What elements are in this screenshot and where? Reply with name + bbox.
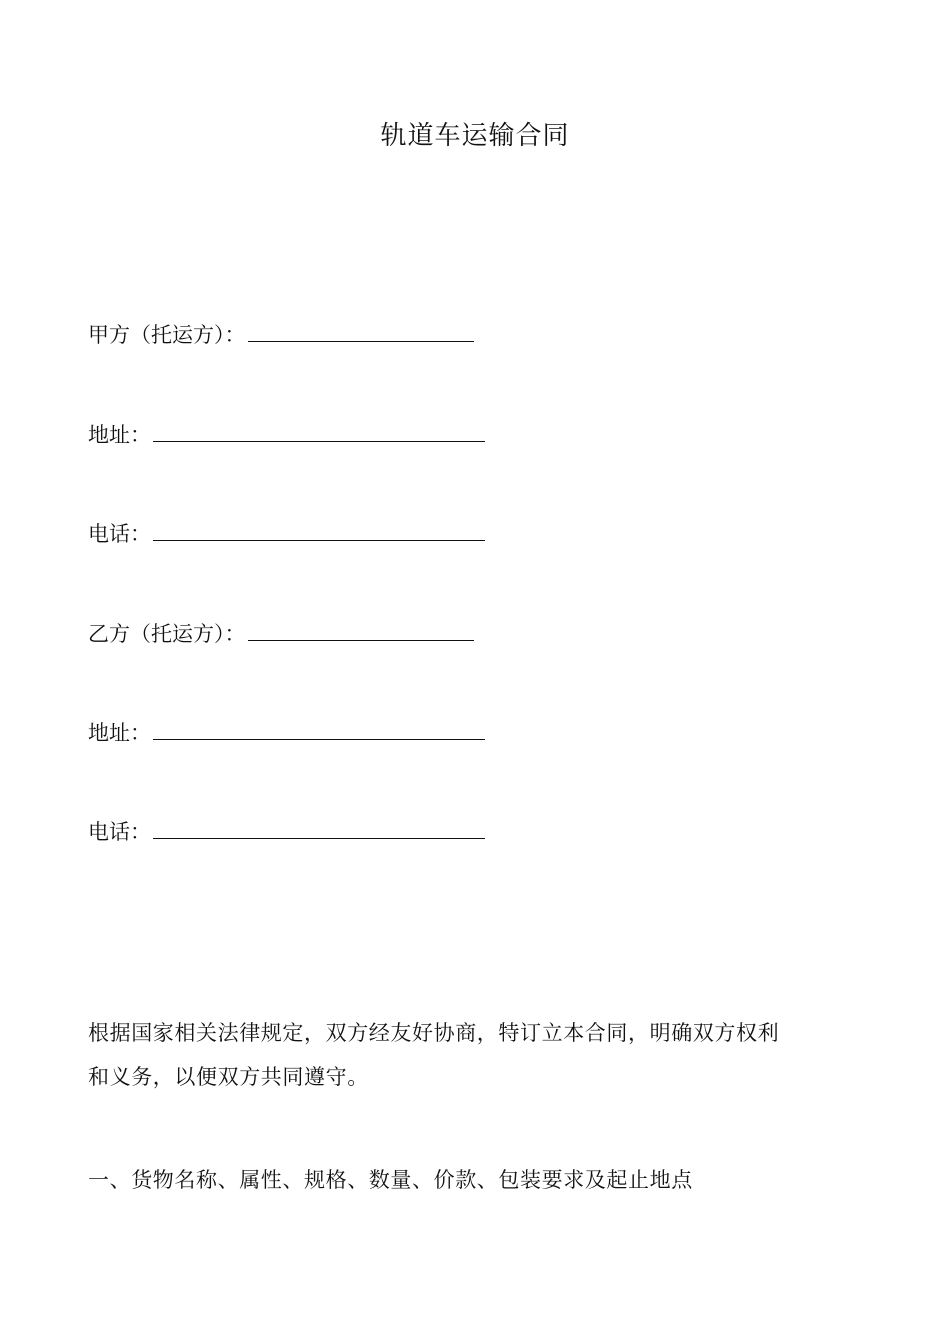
intro-paragraph (88, 1011, 878, 1099)
party-b-phone-label: 电话： (88, 820, 151, 844)
party-a-phone-label: 电话： (88, 522, 151, 546)
party-b-phone-field (88, 815, 485, 849)
document-title: 轨道车运输合同 (380, 121, 570, 151)
party-a-phone-field (88, 517, 485, 551)
party-b-phone-blank[interactable] (153, 816, 485, 839)
party-b-name-field (88, 617, 474, 651)
party-b-address-blank[interactable] (153, 717, 485, 740)
party-a-name-blank[interactable] (248, 319, 474, 342)
party-a-name-label: 甲方（托运方）： (88, 323, 246, 347)
party-b-address-field (88, 716, 485, 750)
party-b-name-blank[interactable] (248, 618, 474, 641)
party-a-name-field (88, 318, 474, 352)
party-b-address-label: 地址： (88, 721, 151, 745)
party-b-name-label: 乙方（托运方）： (88, 622, 246, 646)
party-a-address-label: 地址： (88, 423, 151, 447)
party-a-address-blank[interactable] (153, 419, 485, 442)
party-a-phone-blank[interactable] (153, 518, 485, 541)
intro-line-2: 和义务，以便双方共同遵守。 (88, 1065, 369, 1089)
intro-line-1: 根据国家相关法律规定，双方经友好协商，特订立本合同，明确双方权利 (88, 1021, 780, 1045)
party-a-address-field (88, 418, 485, 452)
section-1-heading: 一、货物名称、属性、规格、数量、价款、包装要求及起止地点 (88, 1168, 693, 1192)
